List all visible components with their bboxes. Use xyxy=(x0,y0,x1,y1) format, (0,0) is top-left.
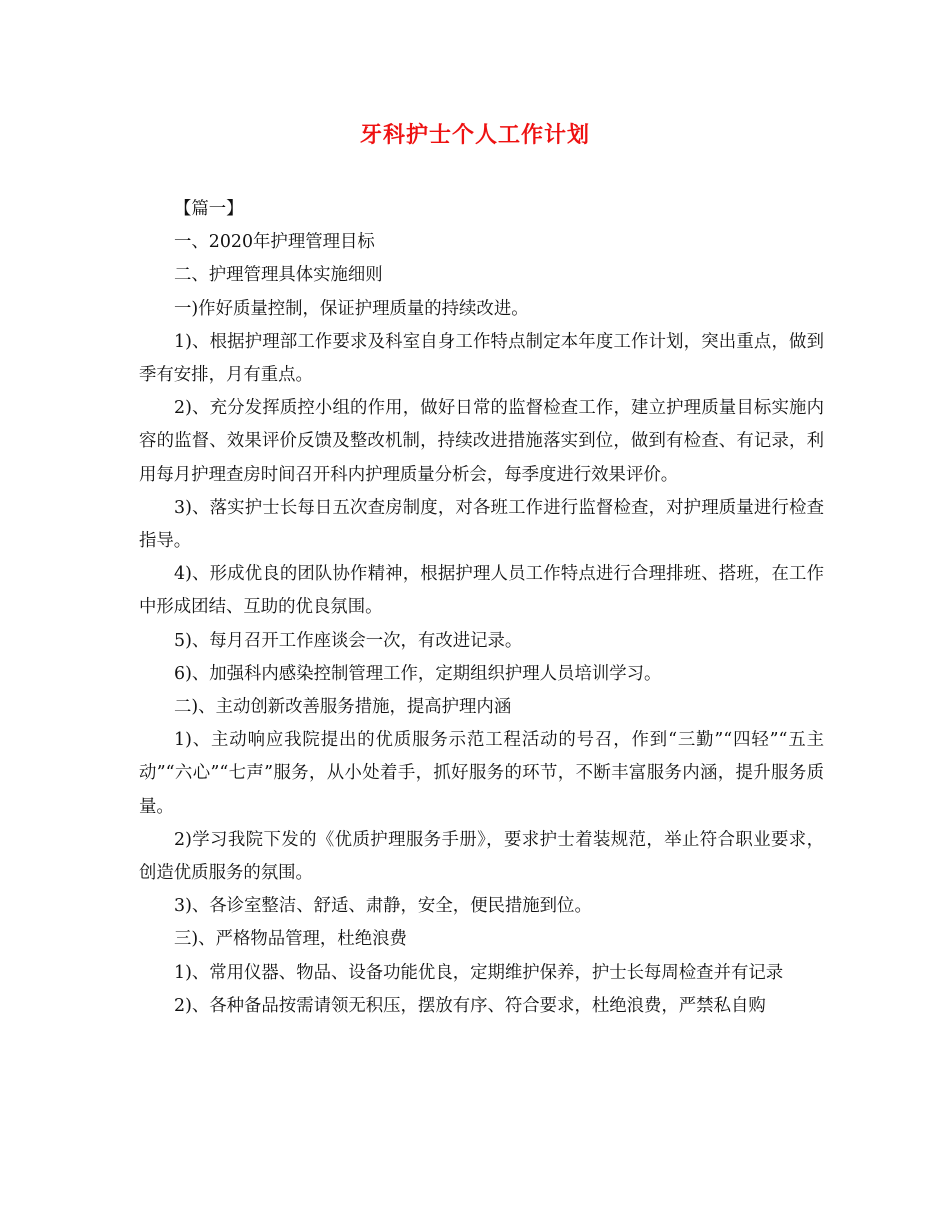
paragraph: 1)、常用仪器、物品、设备功能优良，定期维护保养，护士长每周检查并有记录 xyxy=(174,962,784,983)
document-body xyxy=(139,193,824,1023)
paragraph: 2)学习我院下发的《优质护理服务手册》，要求护士着装规范，举止符合职业要求，创造优质服务的氛围。 xyxy=(139,829,824,884)
paragraph: 一、2020年护理管理目标 xyxy=(174,232,375,253)
paragraph: 三)、严格物品管理，杜绝浪费 xyxy=(174,929,407,950)
paragraph: 2)、充分发挥质控小组的作用，做好日常的监督检查工作，建立护理质量目标实施内容的监督、效果评价反馈及整改机制，持续改进措施落实到位，做到有检查、有记录，利用每月护理查房时间召开科内护理质量分析会，每季度进行效果评价。 xyxy=(139,398,824,485)
paragraph: 【篇一】 xyxy=(174,199,244,219)
paragraph: 3)、各诊室整洁、舒适、肃静，安全，便民措施到位。 xyxy=(174,896,592,917)
paragraph: 二)、主动创新改善服务措施，提高护理内涵 xyxy=(174,697,512,718)
paragraph: 2)、各种备品按需请领无积压，摆放有序、符合要求，杜绝浪费，严禁私自购 xyxy=(174,995,766,1016)
paragraph: 5)、每月召开工作座谈会一次，有改进记录。 xyxy=(174,630,523,651)
paragraph: 二、护理管理具体实施细则 xyxy=(174,265,383,286)
paragraph: 1)、主动响应我院提出的优质服务示范工程活动的号召，作到“三勤”“四轻”“五主动”“六心”“七声”服务，从小处着手，抓好服务的环节，不断丰富服务内涵，提升服务质量。 xyxy=(139,730,824,817)
paragraph: 3)、落实护士长每日五次查房制度，对各班工作进行监督检查，对护理质量进行检查指导。 xyxy=(139,497,824,552)
paragraph: 1)、根据护理部工作要求及科室自身工作特点制定本年度工作计划，突出重点，做到季有安排，月有重点。 xyxy=(139,331,824,386)
paragraph: 6)、加强科内感染控制管理工作，定期组织护理人员培训学习。 xyxy=(174,663,662,684)
document-title: 牙科护士个人工作计划 xyxy=(359,122,590,148)
paragraph: 4)、形成优良的团队协作精神，根据护理人员工作特点进行合理排班、搭班，在工作中形成团结、互助的优良氛围。 xyxy=(139,564,824,618)
paragraph: 一)作好质量控制，保证护理质量的持续改进。 xyxy=(174,298,529,319)
